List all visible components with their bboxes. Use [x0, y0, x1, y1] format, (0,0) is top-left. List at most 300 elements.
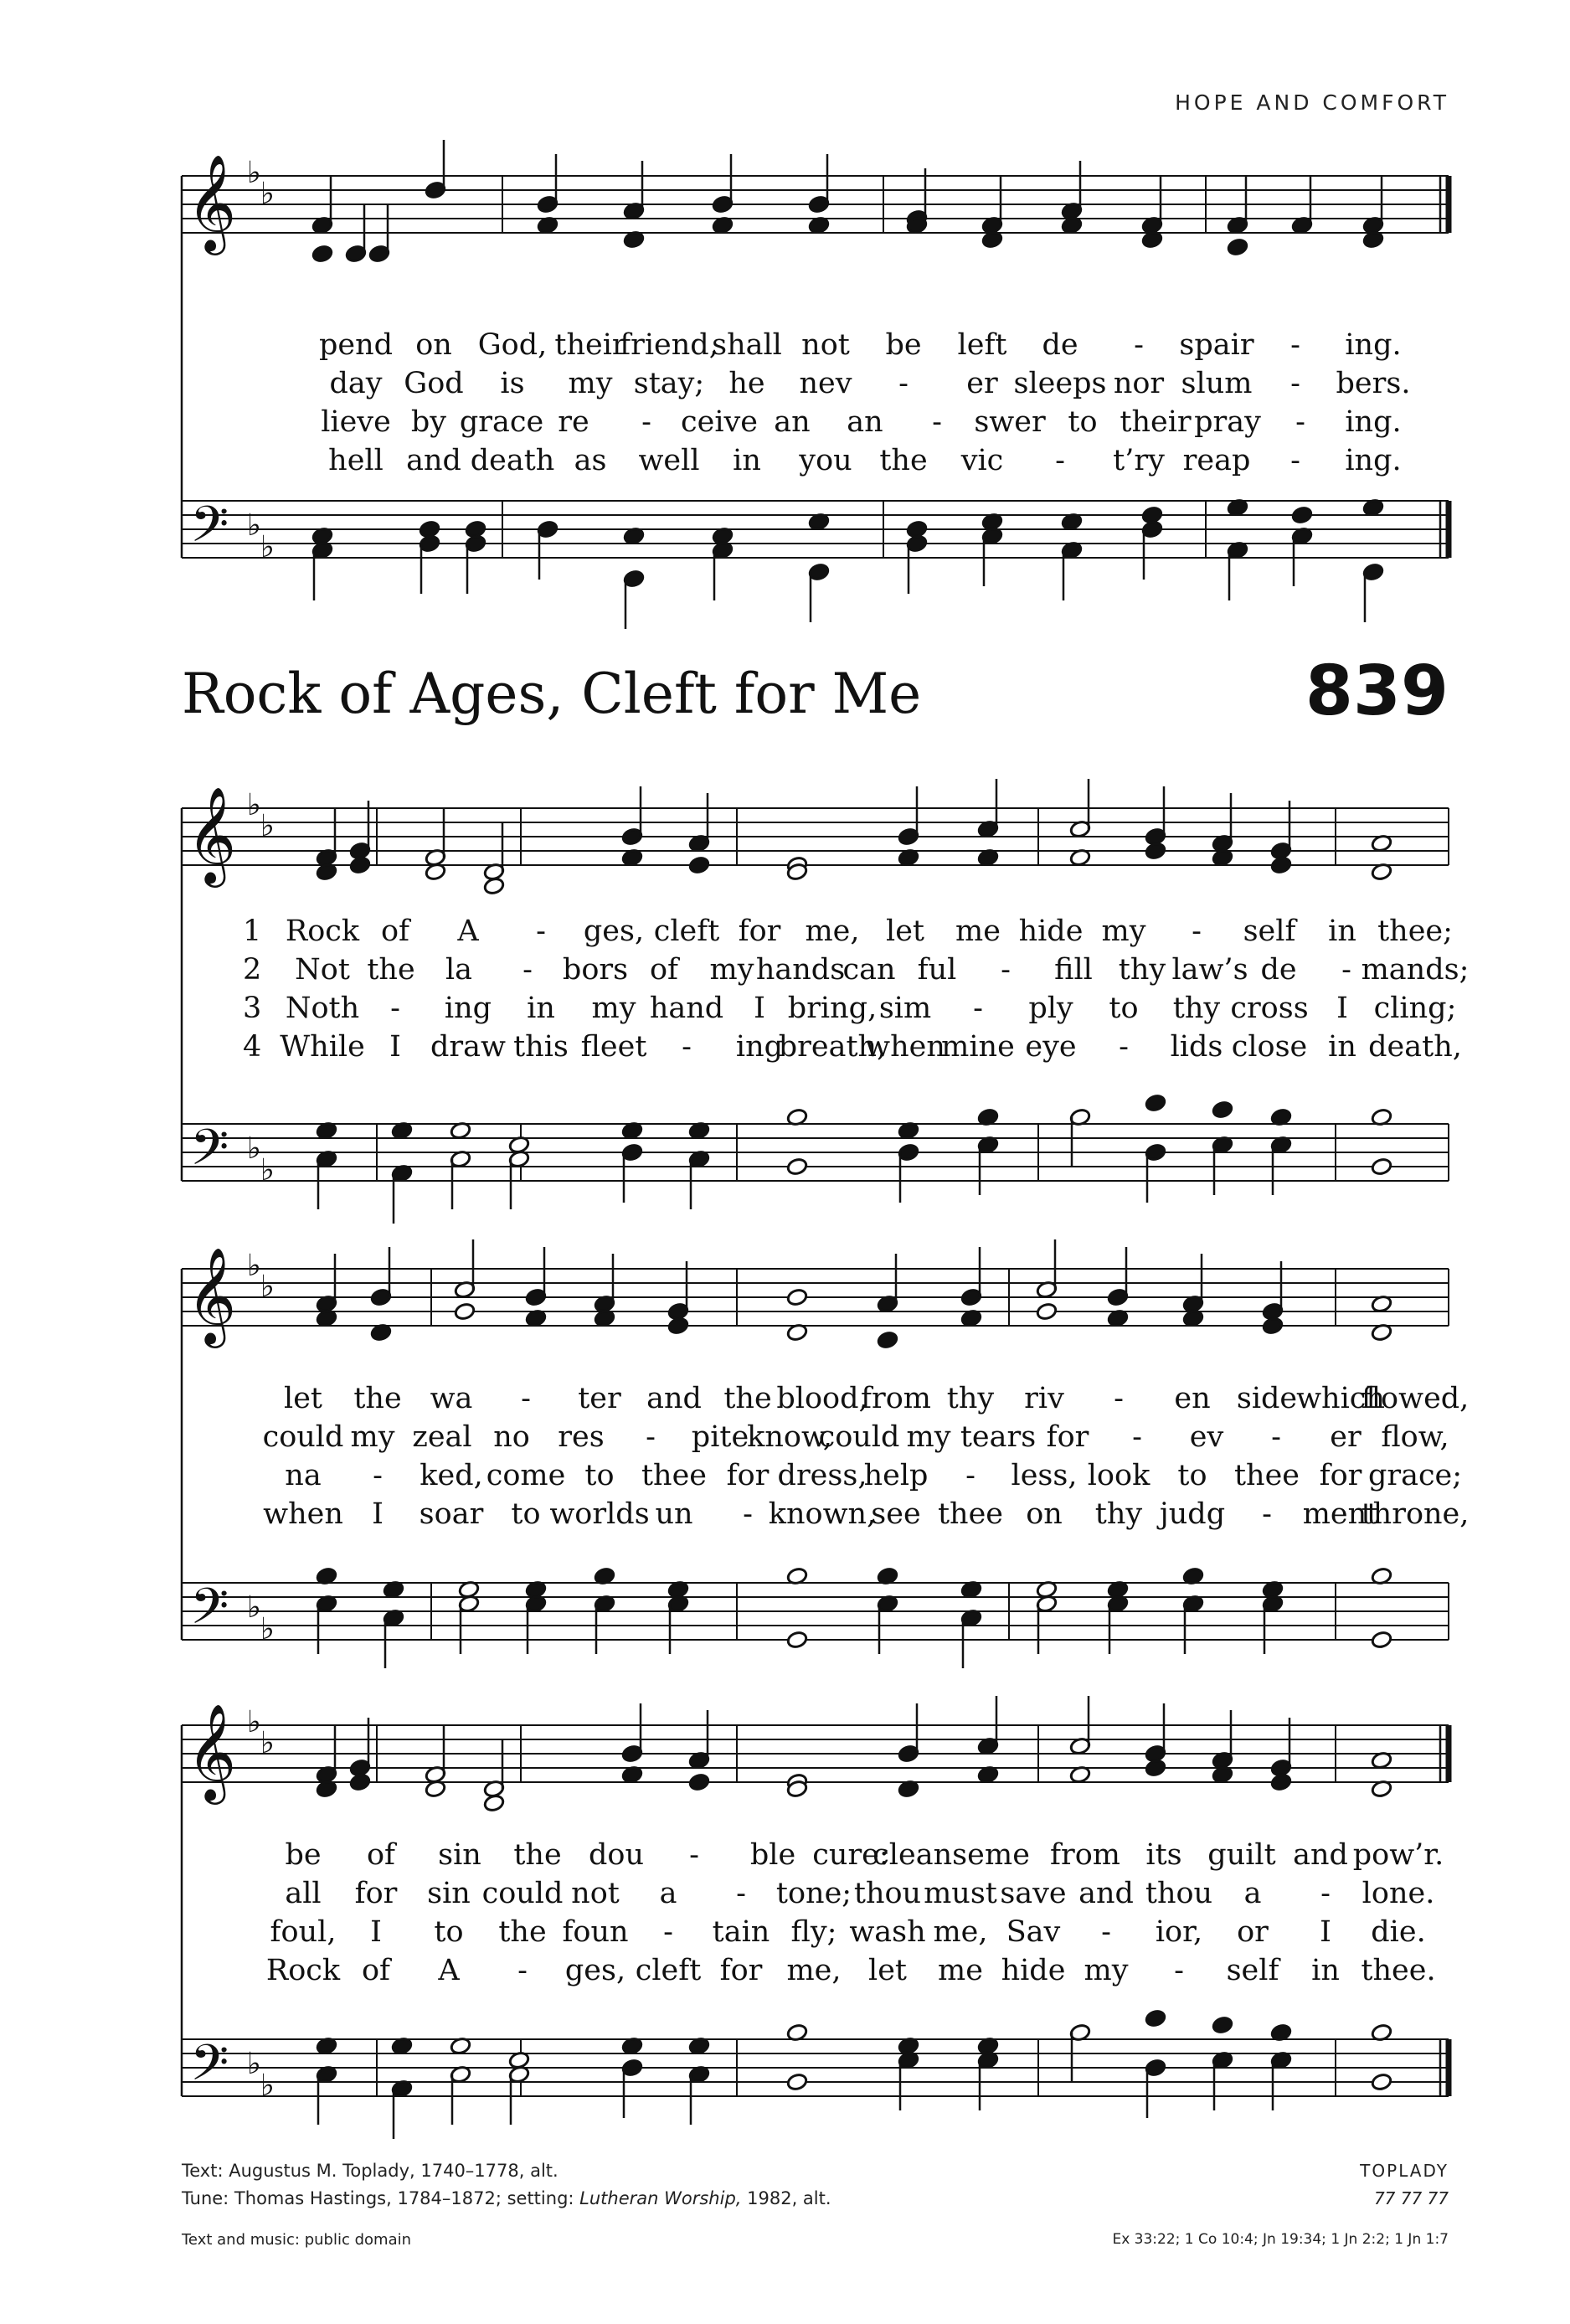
lyric-syllable: ply [1028, 992, 1073, 1025]
lyric-syllable: in [733, 444, 761, 477]
lyric-syllable: of [649, 953, 679, 987]
lyric-syllable: when [263, 1497, 343, 1531]
lyric-syllable: - [373, 1459, 383, 1492]
lyric-syllable: sin [427, 1877, 471, 1910]
flat-icon: ♭ [247, 1590, 261, 1625]
lyric-syllable: ing. [1345, 405, 1402, 439]
lyric-syllable: ges, [583, 915, 645, 948]
lyric-syllable: is [500, 367, 525, 400]
lyric-syllable: tears [960, 1420, 1037, 1454]
lyric-syllable: and [1293, 1838, 1348, 1872]
lyric-syllable: be [885, 328, 922, 362]
lyric-syllable: the [879, 444, 928, 477]
lyric-syllable: of [366, 1838, 396, 1872]
lyric-syllable: worlds [549, 1497, 650, 1531]
lyric-syllable: or [1237, 1915, 1269, 1949]
bass-clef-icon: 𝄢 [190, 1118, 229, 1188]
note-head [1270, 1773, 1292, 1792]
lyric-syllable: I [389, 1030, 401, 1064]
lyric-syllable: judg [1159, 1497, 1226, 1531]
lyric-syllable: - [932, 405, 942, 439]
lyric-syllable: grace [459, 405, 544, 439]
lyric-syllable: day [329, 367, 383, 400]
lyric-syllable: slum [1181, 367, 1253, 400]
lyric-syllable: to [584, 1459, 615, 1492]
flat-icon: ♭ [260, 809, 275, 843]
lyric-syllable: - [1055, 444, 1065, 477]
lyric-syllable: I [1320, 1915, 1331, 1949]
lyric-syllable: shall [712, 328, 782, 362]
lyric-syllable: their [554, 328, 626, 362]
lyric-syllable: cleft [635, 1954, 702, 1987]
lyric-syllable: thou [853, 1877, 922, 1910]
lyric-line [0, 1030, 1570, 1070]
verse-number: 4 [243, 1030, 262, 1064]
lyric-syllable: de [1042, 328, 1078, 362]
lyric-syllable: grace; [1367, 1459, 1463, 1492]
lyric-syllable: thy [946, 1382, 995, 1415]
lyric-syllable: a [659, 1877, 677, 1910]
lyric-syllable: thy [1118, 953, 1166, 987]
lyric-syllable: la [445, 953, 473, 987]
lyric-syllable: from [861, 1382, 931, 1415]
lyric-syllable: ful [917, 953, 957, 987]
lyric-syllable: mands; [1361, 953, 1470, 987]
lyric-syllable: A [457, 915, 479, 948]
note-head [1371, 1157, 1392, 1177]
lyric-syllable: bring, [787, 992, 878, 1025]
lyric-syllable: for [1046, 1420, 1089, 1454]
lyric-syllable: - [536, 915, 546, 948]
lyric-syllable: the [367, 953, 415, 987]
lyric-syllable: from [1050, 1838, 1120, 1872]
lyric-syllable: thou [1145, 1877, 1213, 1910]
meter: 77 77 77 [1373, 2188, 1449, 2208]
lyric-syllable: - [1132, 1420, 1142, 1454]
lyric-syllable: fill [1054, 953, 1093, 987]
lyric-syllable: cling; [1373, 992, 1457, 1025]
note-head [667, 1317, 689, 1336]
note-head [483, 1794, 505, 1813]
lyric-syllable: guilt [1207, 1838, 1276, 1872]
lyric-syllable: me [985, 1838, 1030, 1872]
lyric-syllable: no [493, 1420, 530, 1454]
lyric-syllable: the [353, 1382, 402, 1415]
note-head [349, 1773, 371, 1792]
note-head [1371, 2073, 1392, 2092]
note-head [688, 856, 710, 875]
lyric-syllable: by [410, 405, 447, 439]
lyric-syllable: left [957, 328, 1007, 362]
lyric-syllable: ing. [1345, 328, 1402, 362]
lyric-syllable: to [1068, 405, 1098, 439]
lyric-syllable: the [723, 1382, 772, 1415]
flat-icon: ♭ [260, 1726, 275, 1760]
lyric-syllable: er [966, 367, 998, 400]
lyric-syllable: eye [1025, 1030, 1077, 1064]
section-label: HOPE AND COMFORT [1175, 90, 1449, 115]
lyric-syllable: - [522, 953, 533, 987]
lyric-syllable: me, [933, 1915, 988, 1949]
scripture-references: Ex 33:22; 1 Co 10:4; Jn 19:34; 1 Jn 2:2; 1 Jn 1:7 [1112, 2231, 1449, 2248]
copyright-note: Text and music: public domain [182, 2231, 412, 2249]
lyric-syllable: me [955, 915, 1001, 948]
lyric-syllable: law’s [1171, 953, 1248, 987]
lyric-syllable: - [663, 1915, 673, 1949]
lyric-syllable: God [404, 367, 464, 400]
lyric-syllable: cure: [812, 1838, 889, 1872]
tune-credit-prefix: Tune: Thomas Hastings, 1784–1872; setting: [182, 2188, 580, 2208]
lyric-syllable: to [1177, 1459, 1207, 1492]
lyric-syllable: sin [438, 1838, 481, 1872]
lyric-syllable: draw [430, 1030, 506, 1064]
lyric-syllable: of [361, 1954, 391, 1987]
lyric-syllable: - [1192, 915, 1202, 948]
lyric-syllable: un [655, 1497, 693, 1531]
lyric-syllable: well [638, 444, 700, 477]
lyric-syllable: for [726, 1459, 770, 1492]
lyric-syllable: soar [419, 1497, 484, 1531]
lyric-syllable: I [370, 1915, 382, 1949]
note-head [311, 245, 333, 264]
lyric-line [0, 444, 1570, 484]
flat-icon: ♭ [247, 1249, 261, 1283]
lyric-syllable: - [521, 1382, 531, 1415]
lyric-syllable: me, [786, 1954, 842, 1987]
lyric-syllable: thy [1172, 992, 1221, 1025]
lyric-syllable: in [527, 992, 555, 1025]
note-head [786, 2073, 808, 2092]
lyric-syllable: Rock [285, 915, 360, 948]
lyric-syllable: stay; [633, 367, 705, 400]
lyric-syllable: spair [1179, 328, 1254, 362]
lyric-syllable: my [709, 953, 754, 987]
lyric-syllable: die. [1371, 1915, 1426, 1949]
lyric-syllable: not [801, 328, 850, 362]
bass-clef-icon: 𝄢 [190, 495, 229, 565]
lyric-syllable: Not [295, 953, 350, 987]
lyric-syllable: be [285, 1838, 322, 1872]
lyric-syllable: close [1231, 1030, 1308, 1064]
lyric-syllable: hell [328, 444, 383, 477]
lyric-syllable: foul, [270, 1915, 337, 1949]
lyric-syllable: can [842, 953, 896, 987]
lyric-syllable: - [1001, 953, 1011, 987]
lyric-syllable: - [1174, 1954, 1184, 1987]
lyric-syllable: my [568, 367, 613, 400]
lyric-syllable: - [1134, 328, 1144, 362]
lyric-syllable: lieve [321, 405, 391, 439]
lyric-syllable: death [470, 444, 555, 477]
lyric-syllable: an [847, 405, 883, 439]
lyric-syllable: for [354, 1877, 398, 1910]
lyric-syllable: less, [1011, 1459, 1078, 1492]
lyric-syllable: lone. [1362, 1877, 1435, 1910]
lyric-syllable: as [574, 444, 607, 477]
note-head [1036, 1302, 1058, 1322]
lyric-syllable: self [1243, 915, 1296, 948]
lyric-line [0, 992, 1570, 1032]
lyric-syllable: - [1295, 405, 1305, 439]
lyric-syllable: not [571, 1877, 620, 1910]
lyric-syllable: its [1145, 1838, 1182, 1872]
lyric-syllable: na [285, 1459, 322, 1492]
treble-clef-icon: 𝄞 [187, 153, 237, 251]
lyric-syllable: cleft [653, 915, 720, 948]
lyric-syllable: when [865, 1030, 945, 1064]
lyric-syllable: look [1087, 1459, 1150, 1492]
note-head [454, 1302, 476, 1322]
lyric-syllable: I [372, 1497, 383, 1531]
lyric-line [0, 1459, 1570, 1499]
lyric-syllable: - [1290, 367, 1300, 400]
lyric-syllable: thy [1094, 1497, 1143, 1531]
lyric-line [0, 1838, 1570, 1878]
lyric-syllable: the [513, 1838, 562, 1872]
lyric-syllable: - [1290, 328, 1300, 362]
note-head [1262, 1317, 1284, 1336]
lyric-syllable: cleanse [873, 1838, 985, 1872]
lyric-syllable: help [863, 1459, 929, 1492]
lyric-line [0, 953, 1570, 993]
flat-icon: ♭ [260, 530, 275, 564]
lyric-syllable: you [799, 444, 852, 477]
lyric-syllable: and [646, 1382, 702, 1415]
lyric-line [0, 1915, 1570, 1956]
lyric-syllable: hide [1018, 915, 1084, 948]
note-head [483, 877, 505, 896]
lyric-syllable: Rock [265, 1954, 341, 1987]
lyric-line [0, 1497, 1570, 1538]
note-head [877, 1331, 898, 1350]
note-head [1145, 1759, 1166, 1778]
lyric-syllable: an [774, 405, 811, 439]
lyric-line [0, 1382, 1570, 1422]
lyric-syllable: - [646, 1420, 656, 1454]
lyric-syllable: de [1260, 953, 1297, 987]
lyric-syllable: dou [588, 1838, 645, 1872]
note-head [1212, 2016, 1233, 2035]
lyric-syllable: which [1296, 1382, 1385, 1415]
note-head [1212, 1100, 1233, 1120]
lyric-syllable: my [1084, 1954, 1129, 1987]
lyric-syllable: vic [960, 444, 1004, 477]
lyric-syllable: to [1109, 992, 1139, 1025]
lyric-syllable: side [1236, 1382, 1298, 1415]
lyric-syllable: on [415, 328, 452, 362]
lyric-syllable: on [1026, 1497, 1063, 1531]
lyric-syllable: for [719, 1954, 763, 1987]
lyric-syllable: - [898, 367, 909, 400]
lyric-syllable: ev [1189, 1420, 1224, 1454]
bass-clef-icon: 𝄢 [190, 2033, 229, 2104]
lyric-syllable: - [1262, 1497, 1272, 1531]
lyric-syllable: sleeps [1013, 367, 1107, 400]
lyric-line [0, 1877, 1570, 1917]
lyric-syllable: - [1114, 1382, 1124, 1415]
lyric-syllable: let [284, 1382, 322, 1415]
lyric-syllable: While [280, 1030, 365, 1064]
lyric-syllable: cross [1230, 992, 1309, 1025]
lyric-syllable: ble [749, 1838, 796, 1872]
lyric-syllable: death, [1368, 1030, 1462, 1064]
lyric-syllable: - [973, 992, 983, 1025]
note-head [1145, 1094, 1166, 1113]
lyric-syllable: hands [755, 953, 846, 987]
lyric-syllable: bors [562, 953, 629, 987]
lyric-syllable: en [1174, 1382, 1211, 1415]
lyric-syllable: ing [735, 1030, 784, 1064]
lyric-syllable: fleet [580, 1030, 647, 1064]
lyric-syllable: for [738, 915, 781, 948]
lyric-syllable: friend, [620, 328, 718, 362]
lyric-syllable: I [1336, 992, 1348, 1025]
lyric-syllable: foun [562, 1915, 629, 1949]
verse-number: 1 [243, 915, 262, 948]
note-head [1145, 842, 1166, 861]
lyric-syllable: fly; [790, 1915, 837, 1949]
treble-clef-icon: 𝄞 [187, 786, 237, 884]
lyric-syllable: pite [691, 1420, 749, 1454]
lyric-syllable: God, [477, 328, 548, 362]
lyric-syllable: and [1078, 1877, 1134, 1910]
flat-icon: ♭ [247, 1705, 261, 1739]
lyric-line [0, 1420, 1570, 1461]
flat-icon: ♭ [247, 1131, 261, 1166]
lyric-syllable: pray [1194, 405, 1261, 439]
lyric-syllable: to [511, 1497, 541, 1531]
lyric-syllable: could [262, 1420, 344, 1454]
lyric-syllable: dress, [777, 1459, 867, 1492]
lyric-line [0, 1954, 1570, 1994]
lyric-syllable: - [682, 1030, 692, 1064]
lyric-line [0, 328, 1570, 368]
lyric-syllable: - [641, 405, 651, 439]
verse-number: 2 [243, 953, 262, 987]
verse-number: 3 [243, 992, 262, 1025]
lyric-syllable: flowed, [1361, 1382, 1470, 1415]
lyric-syllable: hand [649, 992, 724, 1025]
note-head [786, 1157, 808, 1177]
lyric-syllable: their [1120, 405, 1192, 439]
lyric-syllable: my [1101, 915, 1146, 948]
flat-icon: ♭ [247, 2047, 261, 2081]
flat-icon: ♭ [247, 788, 261, 822]
lyric-syllable: see [871, 1497, 921, 1531]
flat-icon: ♭ [247, 508, 261, 543]
text-credit: Text: Augustus M. Toplady, 1740–1778, alt. [182, 2161, 559, 2181]
lyric-syllable: throne, [1361, 1497, 1470, 1531]
lyric-syllable: come [486, 1459, 566, 1492]
lyric-syllable: Sav [1006, 1915, 1061, 1949]
lyric-syllable: my [591, 992, 636, 1025]
lyric-syllable: re [558, 405, 589, 439]
lyric-syllable: tain [712, 1915, 770, 1949]
flat-icon: ♭ [247, 156, 261, 190]
lyric-syllable: A [438, 1954, 460, 1987]
tune-credit-source: Lutheran Worship, [579, 2188, 742, 2208]
lyric-syllable: pend [318, 328, 394, 362]
lyric-syllable: and [406, 444, 461, 477]
lyric-syllable: ment [1302, 1497, 1379, 1531]
lyric-syllable: nev [799, 367, 852, 400]
bass-clef-icon: 𝄢 [190, 1577, 229, 1647]
flat-icon: ♭ [260, 2069, 275, 2103]
lyric-syllable: my [906, 1420, 951, 1454]
lyric-syllable: my [350, 1420, 395, 1454]
treble-clef-icon: 𝄞 [187, 1703, 237, 1801]
lyric-syllable: pow’r. [1352, 1838, 1444, 1872]
lyric-syllable: save [1000, 1877, 1067, 1910]
lyric-syllable: must [924, 1877, 997, 1910]
lyric-syllable: this [513, 1030, 569, 1064]
lyric-syllable: ior, [1155, 1915, 1203, 1949]
lyric-syllable: t’ry [1113, 444, 1165, 477]
lyric-syllable: in [1311, 1954, 1340, 1987]
lyric-syllable: tone; [775, 1877, 852, 1910]
lyric-syllable: wa [430, 1382, 473, 1415]
lyric-syllable: bers. [1336, 367, 1411, 400]
flat-icon: ♭ [260, 177, 275, 211]
lyric-syllable: - [390, 992, 400, 1025]
lyric-syllable: Noth [285, 992, 360, 1025]
lyric-syllable: thee [937, 1497, 1004, 1531]
lyric-syllable: - [1290, 444, 1300, 477]
lyric-syllable: er [1330, 1420, 1362, 1454]
tune-name: TOPLADY [1360, 2161, 1449, 2181]
lyric-syllable: in [1328, 1030, 1356, 1064]
lyric-syllable: the [498, 1915, 547, 1949]
lyric-syllable: - [743, 1497, 753, 1531]
tune-credit [182, 2188, 831, 2208]
lyric-syllable: - [1320, 1877, 1331, 1910]
lyric-syllable: wash [849, 1915, 926, 1949]
lyric-syllable: thee [641, 1459, 708, 1492]
note-head [1291, 506, 1313, 525]
lyric-syllable: nor [1113, 367, 1165, 400]
hymn-number: 839 [1305, 652, 1449, 731]
lyric-syllable: know, [747, 1420, 832, 1454]
lyric-syllable: ceive [681, 405, 758, 439]
note-head [1270, 856, 1292, 875]
lyric-syllable: breath, [778, 1030, 887, 1064]
lyric-syllable: hide [1001, 1954, 1066, 1987]
lyric-syllable: of [380, 915, 410, 948]
lyric-line [0, 405, 1570, 446]
lyric-syllable: - [965, 1459, 975, 1492]
lyric-syllable: me, [805, 915, 860, 948]
lyric-syllable: thee. [1361, 1954, 1436, 1987]
lyric-syllable: in [1328, 915, 1356, 948]
treble-clef-icon: 𝄞 [187, 1246, 237, 1344]
note-head [1371, 1631, 1392, 1650]
lyric-syllable: - [689, 1838, 699, 1872]
hymn-title: Rock of Ages, Cleft for Me [182, 662, 922, 726]
lyric-syllable: thee [1233, 1459, 1300, 1492]
lyric-syllable: reap [1182, 444, 1251, 477]
lyric-syllable: - [1341, 953, 1351, 987]
tune-credit-suffix: 1982, alt. [741, 2188, 831, 2208]
lyric-syllable: he [728, 367, 765, 400]
lyric-syllable: let [886, 915, 924, 948]
lyric-line [0, 367, 1570, 407]
lyric-syllable: - [1101, 1915, 1111, 1949]
lyric-syllable: - [517, 1954, 528, 1987]
flat-icon: ♭ [260, 1270, 275, 1304]
lyric-syllable: ing. [1345, 444, 1402, 477]
lyric-syllable: known, [768, 1497, 877, 1531]
lyric-syllable: let [868, 1954, 907, 1987]
